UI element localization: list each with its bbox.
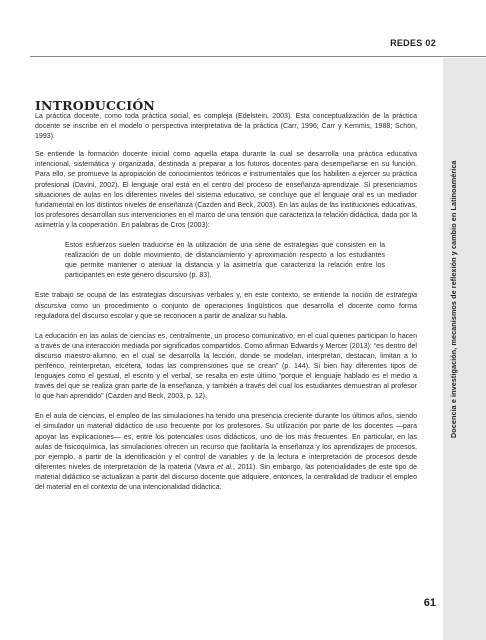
paragraph-3-italic: estrategia discursiva <box>35 292 417 310</box>
series-label: REDES 02 <box>390 38 436 48</box>
side-title: Docencia e investigación, mecanismos de reflexión y cambio en Latinoamérica <box>449 160 458 438</box>
section-title: INTRODUCCIÓN <box>35 98 156 113</box>
paragraph-2: Se entiende la formación docente inicial como aquella etapa durante la cual se desarrolla una práctica educativa intencional, sistemática y organizada, destinada a preparar a los futuros docentes para desempeñarse en su función. Para ello, se promueve la apropiación de conocimientos teóricos e instrumentales que los habiliten a ejercer su práctica profesional (Davini, 2002). El lenguaje oral está en el centro del proceso de enseñanza-aprendizaje. Si presenciamos situaciones de aulas en los diferentes niveles del sistema educativo, se concluye que el lenguaje oral es un mediador fundamental en los distintos niveles de enseñanza (Cazden and Beck, 2003). En las aulas de las instituciones educativas, los profesores desarrollan sus intervenciones en el marco de una tensión que caracteriza la relación didáctica, dada por la asimetría y la cooperación. En palabras de Cros (2003): <box>35 151 417 229</box>
paragraph-4: La educación en las aulas de ciencias es, centralmente, un proceso comunicativo, en el cual quienes participan lo hacen a través de una interacción mediada por significados compartidos. Como afirman Edwards y Mercer (2013): “es dentro del discurso maestro-alumno, en el cual se desarrolla la lección, donde se modelan, interpretan, destacan, limitan a lo periférico, reinterpretan, etcétera, todas las comprensiones que se crean” (p. 144). Si bien hay diferentes tipos de lenguajes como el gestual, el escrito y el verbal, se resalta en este último “porque el lenguaje hablado es el medio a través del que se realiza gran parte de la enseñanza, y también a través del cual los estudiantes demuestran al profesor lo que han aprendido” (Cazden and Beck, 2003, p. 12). <box>35 332 417 401</box>
header-divider <box>30 56 486 57</box>
page-header <box>0 0 486 58</box>
paragraph-1: La práctica docente, como toda práctica social, es compleja (Edelstein, 2003). Esta conceptualización de la práctica docente se inscribe en el modelo o perspectiva interpretativa de la práctica (Carr, 1996; Carr y Kemmis, 1988; Schön, 1993). <box>35 113 417 141</box>
paragraph-3-text-a: Este trabajo se ocupa de las estrategias discursivas verbales y, en este contexto, se entiende la noción de <box>35 292 387 300</box>
paragraph-5 <box>35 412 417 493</box>
body-text <box>35 112 417 503</box>
paragraph-5-text-b: , 2011). Sin embargo, las potencialidades de este tipo de material didáctico se actualizan a partir del discurso docente que adquiere, entonces, la centralidad de traducir el empleo del material en el contexto de una intencionalidad didáctica. <box>35 463 417 491</box>
paragraph-5-italic: et al. <box>217 463 234 471</box>
paragraph-5-text-a: En el aula de ciencias, el empleo de las simulaciones ha tenido una presencia creciente durante los últimos años, siendo el simulador un material didáctico de uso frecuente por los profesores. Su utilización por parte de los docentes —para apoyar las explicaciones— es, entre los potenciales usos didácticos, uno de los más frecuentes. En particular, en las aulas de fisicoquímica, las simulaciones ofrecen un recurso que facilitaría la enseñanza y los aprendizajes de procesos, por ejemplo, a partir de la identificación y el control de variables y de la lectura e interpretación de procesos desde diferentes niveles de interpretación de la materia (Vavra <box>35 413 417 471</box>
paragraph-3 <box>35 291 417 321</box>
paragraph-3-text-b: como un procedimiento o conjunto de operaciones lingüísticos que desarrolla el docente como forma reguladora del discurso escolar y que se reconocen a partir de analizar su habla. <box>35 302 417 320</box>
page-number: 61 <box>423 597 436 609</box>
block-quote: Estos esfuerzos suelen traducirse en la utilización de una serie de estrategias que consisten en la realización de un doble movimiento, de distanciamiento y aproximación respecto a los estudiantes que permite mantener o atenuar la distancia y la asimetría que caracteriza la relación entre los participantes en este género discursivo (p. 83). <box>65 242 385 280</box>
